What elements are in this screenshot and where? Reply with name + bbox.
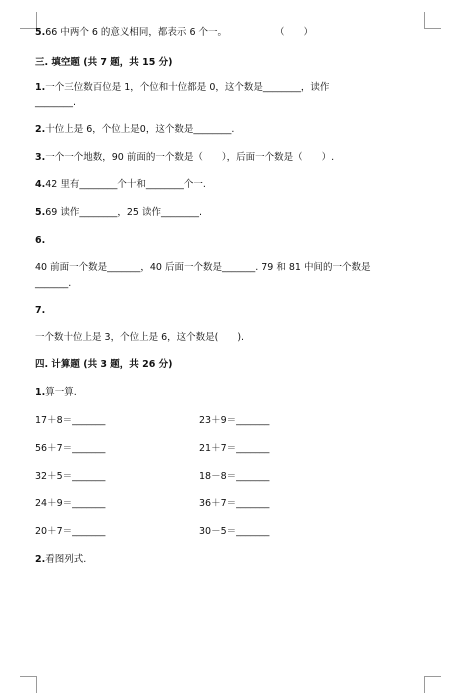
question-text: 十位上是 6，个位上是0，这个数是________. bbox=[45, 124, 235, 135]
fill-question-5 bbox=[35, 207, 202, 219]
question-number: 3. bbox=[35, 152, 46, 163]
fill-question-2 bbox=[35, 124, 234, 136]
calc-item-right-2: 21＋7＝_______ bbox=[199, 443, 270, 454]
calc-item-left-3: 32＋5＝_______ bbox=[35, 471, 106, 482]
fill-question-7: 一个数十位上是 3，个位上是 6，这个数是( ). bbox=[35, 332, 245, 343]
question-text: 42 里有________个十和________个一. bbox=[45, 179, 206, 190]
section-title-calculation: 四. 计算题 (共 3 题，共 26 分) bbox=[35, 359, 173, 370]
question-number: 2. bbox=[35, 554, 46, 565]
fill-question-1 bbox=[35, 82, 329, 94]
calc-question-1-heading bbox=[35, 387, 77, 399]
calc-item-left-1: 17＋8＝_______ bbox=[35, 415, 106, 426]
question-number: 1. bbox=[35, 82, 46, 93]
judge-question-5 bbox=[35, 27, 313, 39]
calc-item-left-2: 56＋7＝_______ bbox=[35, 443, 106, 454]
question-number: 2. bbox=[35, 124, 46, 135]
calc-item-right-3: 18－8＝_______ bbox=[199, 471, 270, 482]
calc-item-left-4: 24＋9＝_______ bbox=[35, 498, 106, 509]
question-number: 5. bbox=[35, 207, 46, 218]
section-title-fill-in: 三. 填空题 (共 7 题，共 15 分) bbox=[35, 57, 173, 68]
page-corner-mark-top-right bbox=[424, 12, 441, 29]
calc-item-right-4: 36＋7＝_______ bbox=[199, 498, 270, 509]
answer-parentheses: （ ） bbox=[275, 27, 314, 38]
fill-question-4 bbox=[35, 179, 206, 191]
fill-question-3 bbox=[35, 152, 334, 164]
question-text: 一个一个地数，90 前面的一个数是（ ），后面一个数是（ ）. bbox=[45, 152, 335, 163]
question-text: 一个三位数百位是 1，个位和十位都是 0，这个数是________，读作 bbox=[45, 82, 330, 93]
question-text: 69 读作________，25 读作________. bbox=[45, 207, 202, 218]
question-text: 66 中两个 6 的意义相同，都表示 6 个一。 bbox=[45, 27, 228, 38]
question-number: 5. bbox=[35, 27, 46, 38]
question-number: 4. bbox=[35, 179, 46, 190]
question-text: 算一算. bbox=[45, 387, 77, 398]
fill-question-7-number: 7. bbox=[35, 305, 46, 316]
fill-question-1-continued: ________. bbox=[35, 97, 77, 108]
fill-question-6-number: 6. bbox=[35, 235, 46, 246]
question-number: 1. bbox=[35, 387, 46, 398]
page-corner-mark-bottom-right bbox=[424, 676, 441, 693]
question-text: 看图列式. bbox=[45, 554, 87, 565]
calc-item-left-5: 20＋7＝_______ bbox=[35, 526, 106, 537]
calc-item-right-5: 30－5＝_______ bbox=[199, 526, 270, 537]
calc-question-2-heading bbox=[35, 554, 86, 566]
calc-item-right-1: 23＋9＝_______ bbox=[199, 415, 270, 426]
fill-question-6-continued: _______. bbox=[35, 278, 72, 289]
fill-question-6: 40 前面一个数是_______，40 后面一个数是_______. 79 和 81 中间的一个数是 bbox=[35, 262, 371, 273]
page-corner-mark-bottom-left bbox=[20, 676, 37, 693]
